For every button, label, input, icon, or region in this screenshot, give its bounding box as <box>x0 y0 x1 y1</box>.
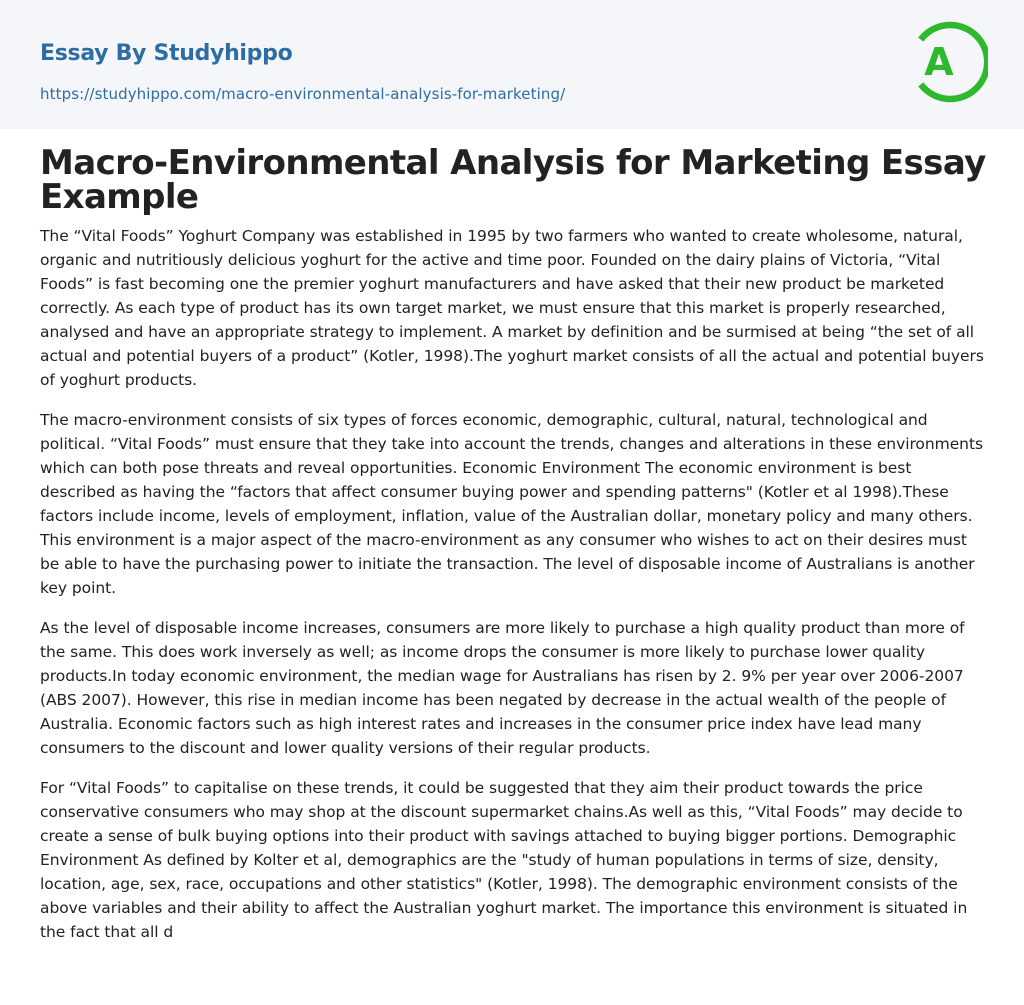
essay-paragraph-3: As the level of disposable income increases, consumers are more likely to purchase a high quality product than more of the same. This does work inversely as well; as income drops the consumer is more likely to purchase lower quality products.In today economic environment, the median wage for Australians has risen by 2. 9% per year over 2006-2007 (ABS 2007). However, this rise in median income has been negated by decrease in the actual wealth of the people of Australia. Economic factors such as high interest rates and increases in the consumer price index have lead many consumers to the discount and lower quality versions of their regular products. <box>40 619 965 757</box>
essay-paragraph-4: For “Vital Foods” to capitalise on these trends, it could be suggested that they aim their product towards the price conservative consumers who may shop at the discount supermarket chains.As well as this, “Vital Foods” may decide to create a sense of bulk buying options into their product with savings attached to buying bigger portions. Demographic Environment As defined by Kolter et al, demographics are the "study of human populations in terms of size, density, location, age, sex, race, occupations and other statistics" (Kotler, 1998). The demographic environment consists of the above variables and their ability to affect the Australian yoghurt market. The importance this environment is situated in the fact that all d <box>40 779 968 941</box>
essay-paragraph-1: The “Vital Foods” Yoghurt Company was established in 1995 by two farmers who wanted to create wholesome, natural, organic and nutritiously delicious yoghurt for the active and time poor. Founded on the dairy plains of Victoria, “Vital Foods” is fast becoming one the premier yoghurt manufacturers and have asked that their new product be marketed correctly. As each type of product has its own target market, we must ensure that this market is properly researched, analysed and have an appropriate strategy to implement. A market by definition and be surmised at being “the set of all actual and potential buyers of a product” (Kotler, 1998).The yoghurt market consists of all the actual and potential buyers of yoghurt products. <box>40 227 984 389</box>
logo-letter: A <box>924 40 954 84</box>
site-title-link[interactable]: Essay By Studyhippo <box>40 41 293 66</box>
article <box>40 143 986 944</box>
site-header <box>0 0 1024 129</box>
essay-url-link[interactable]: https://studyhippo.com/macro-environmental-analysis-for-marketing/ <box>40 85 566 103</box>
essay-paragraph-2: The macro-environment consists of six types of forces economic, demographic, cultural, natural, technological and political. “Vital Foods” must ensure that they take into account the trends, changes and alterations in these environments which can both pose threats and reveal opportunities. Economic Environment The economic environment is best described as having the “factors that affect consumer buying power and spending patterns" (Kotler et al 1998).These factors include income, levels of employment, inflation, value of the Australian dollar, monetary policy and many others. This environment is a major aspect of the macro-environment as any consumer who wishes to act on their desires must be able to have the purchasing power to initiate the transaction. The level of disposable income of Australians is another key point. <box>40 411 984 597</box>
studyhippo-logo[interactable] <box>910 19 988 105</box>
page-title: Macro-Environmental Analysis for Marketing Essay Example <box>40 143 986 217</box>
